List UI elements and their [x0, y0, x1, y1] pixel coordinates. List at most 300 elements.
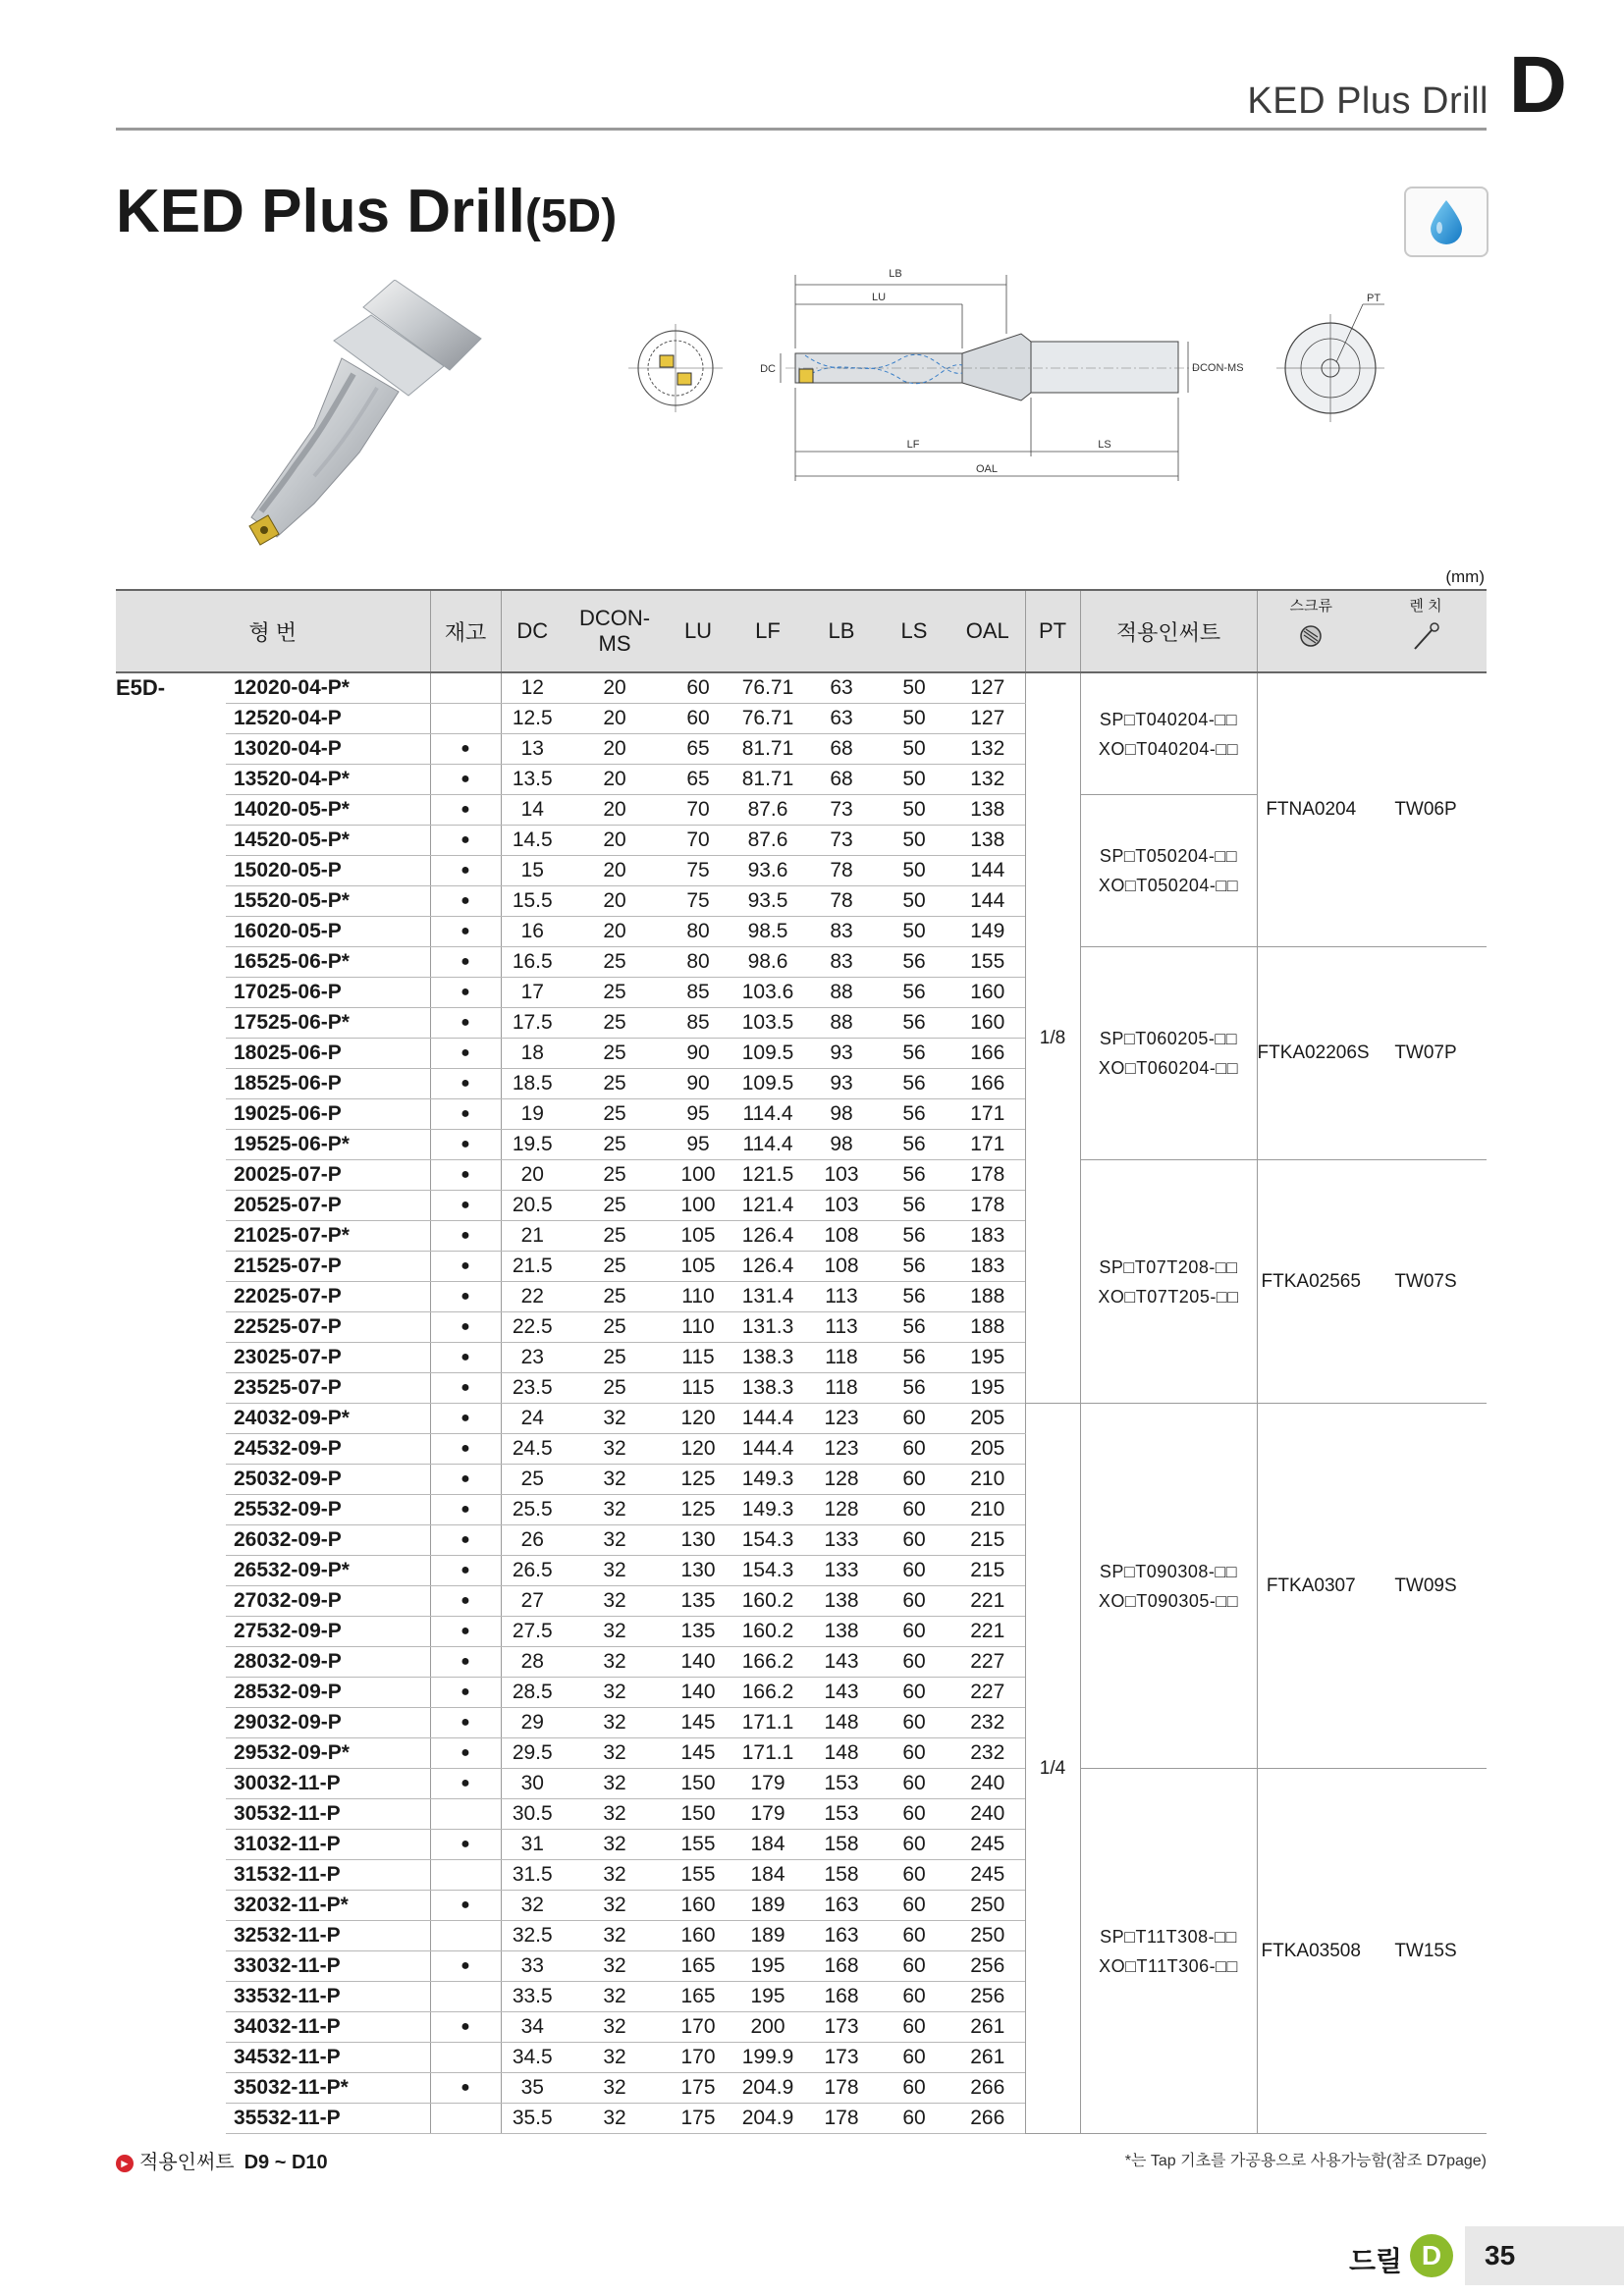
coolant-icon-box — [1404, 187, 1489, 257]
cell-oal: 266 — [950, 2073, 1025, 2104]
cell-lf: 189 — [731, 1921, 805, 1951]
cell-ls: 60 — [878, 2043, 950, 2073]
cell-dcon: 20 — [564, 856, 666, 886]
cell-lf: 121.4 — [731, 1191, 805, 1221]
model-code: 32532-11-P — [226, 1921, 430, 1951]
cell-lu: 150 — [666, 1799, 731, 1830]
cell-lf: 144.4 — [731, 1434, 805, 1465]
cell-lb: 168 — [805, 1951, 878, 1982]
cell-lb: 128 — [805, 1465, 878, 1495]
cell-lu: 70 — [666, 795, 731, 826]
cell-lb: 158 — [805, 1830, 878, 1860]
cell-oal: 132 — [950, 765, 1025, 795]
cell-lf: 171.1 — [731, 1708, 805, 1738]
cell-dcon: 25 — [564, 947, 666, 978]
cell-ls: 50 — [878, 826, 950, 856]
cell-lb: 73 — [805, 795, 878, 826]
cell-lf: 87.6 — [731, 795, 805, 826]
cell-lb: 163 — [805, 1891, 878, 1921]
model-code: 13020-04-P — [226, 734, 430, 765]
cell-lf: 114.4 — [731, 1130, 805, 1160]
cell-lb: 123 — [805, 1434, 878, 1465]
cell-lu: 65 — [666, 765, 731, 795]
cell-oal: 240 — [950, 1769, 1025, 1799]
model-code: 19525-06-P* — [226, 1130, 430, 1160]
cell-dcon: 32 — [564, 1982, 666, 2012]
insert-code: XO□T040204-□□ — [1098, 738, 1239, 759]
cell-lf: 184 — [731, 1860, 805, 1891]
cell-lu: 165 — [666, 1982, 731, 2012]
stock-indicator: ● — [430, 917, 501, 947]
cell-dc: 34.5 — [501, 2043, 564, 2073]
cell-ls: 50 — [878, 765, 950, 795]
cell-lb: 148 — [805, 1708, 878, 1738]
cell-oal: 144 — [950, 886, 1025, 917]
cell-lb: 138 — [805, 1586, 878, 1617]
stock-indicator: ● — [430, 826, 501, 856]
model-code: 22525-07-P — [226, 1312, 430, 1343]
cell-lf: 76.71 — [731, 672, 805, 704]
cell-lb: 123 — [805, 1404, 878, 1434]
cell-lb: 158 — [805, 1860, 878, 1891]
cell-dcon: 32 — [564, 1708, 666, 1738]
insert-cell — [1080, 1404, 1257, 1769]
cell-lf: 144.4 — [731, 1404, 805, 1434]
cell-dcon: 32 — [564, 1951, 666, 1982]
cell-ls: 56 — [878, 1191, 950, 1221]
cell-dc: 16 — [501, 917, 564, 947]
cell-dcon: 32 — [564, 1495, 666, 1525]
stock-indicator: ● — [430, 886, 501, 917]
unit-label: (mm) — [1445, 567, 1485, 586]
model-code: 27532-09-P — [226, 1617, 430, 1647]
cell-lu: 60 — [666, 704, 731, 734]
insert-code: SP□T050204-□□ — [1099, 846, 1238, 866]
cell-lu: 140 — [666, 1647, 731, 1678]
cell-lu: 90 — [666, 1069, 731, 1099]
cell-dc: 22.5 — [501, 1312, 564, 1343]
cell-ls: 60 — [878, 1982, 950, 2012]
cell-oal: 227 — [950, 1678, 1025, 1708]
cell-lb: 118 — [805, 1343, 878, 1373]
insert-cell — [1080, 1769, 1257, 2134]
cell-lf: 81.71 — [731, 734, 805, 765]
cell-lf: 103.6 — [731, 978, 805, 1008]
cell-lu: 85 — [666, 1008, 731, 1039]
wrench-code: TW07S — [1365, 1160, 1487, 1404]
cell-dc: 13.5 — [501, 765, 564, 795]
model-code: 31532-11-P — [226, 1860, 430, 1891]
cell-oal: 178 — [950, 1191, 1025, 1221]
model-code: 33032-11-P — [226, 1951, 430, 1982]
stock-indicator: ● — [430, 1738, 501, 1769]
cell-lf: 81.71 — [731, 765, 805, 795]
insert-ref-label: 적용인써트 — [139, 2152, 235, 2173]
cell-lu: 150 — [666, 1769, 731, 1799]
cell-dc: 32 — [501, 1891, 564, 1921]
cell-ls: 60 — [878, 1556, 950, 1586]
cell-oal: 166 — [950, 1069, 1025, 1099]
page-number-box — [1465, 2226, 1624, 2285]
cell-dcon: 32 — [564, 1891, 666, 1921]
cell-lu: 160 — [666, 1891, 731, 1921]
cell-dc: 17 — [501, 978, 564, 1008]
cell-dc: 16.5 — [501, 947, 564, 978]
model-code: 34532-11-P — [226, 2043, 430, 2073]
cell-lb: 128 — [805, 1495, 878, 1525]
insert-code: SP□T11T308-□□ — [1100, 1926, 1237, 1947]
cell-dc: 21 — [501, 1221, 564, 1252]
cell-lb: 83 — [805, 947, 878, 978]
stock-indicator: ● — [430, 1617, 501, 1647]
model-code: 33532-11-P — [226, 1982, 430, 2012]
cell-oal: 183 — [950, 1221, 1025, 1252]
cell-lb: 103 — [805, 1160, 878, 1191]
cell-oal: 221 — [950, 1586, 1025, 1617]
cell-lf: 179 — [731, 1769, 805, 1799]
cell-lu: 70 — [666, 826, 731, 856]
cell-dcon: 20 — [564, 734, 666, 765]
cell-dcon: 25 — [564, 1221, 666, 1252]
header-ls: LS — [878, 590, 950, 672]
stock-indicator: ● — [430, 1282, 501, 1312]
cell-lu: 130 — [666, 1556, 731, 1586]
cell-dc: 33.5 — [501, 1982, 564, 2012]
cell-lb: 73 — [805, 826, 878, 856]
stock-indicator — [430, 2043, 501, 2073]
cell-ls: 60 — [878, 1830, 950, 1860]
cell-oal: 261 — [950, 2012, 1025, 2043]
cell-lu: 65 — [666, 734, 731, 765]
model-code: 30032-11-P — [226, 1769, 430, 1799]
model-code: 16020-05-P — [226, 917, 430, 947]
table-row — [116, 947, 1487, 978]
cell-dc: 23 — [501, 1343, 564, 1373]
cell-lu: 105 — [666, 1221, 731, 1252]
cell-dcon: 20 — [564, 826, 666, 856]
drill-product-image — [167, 280, 501, 564]
cell-oal: 171 — [950, 1099, 1025, 1130]
cell-lu: 110 — [666, 1282, 731, 1312]
cell-ls: 60 — [878, 1799, 950, 1830]
cell-lu: 120 — [666, 1404, 731, 1434]
cell-ls: 60 — [878, 1738, 950, 1769]
stock-indicator: ● — [430, 856, 501, 886]
cell-dcon: 32 — [564, 1769, 666, 1799]
cell-lf: 200 — [731, 2012, 805, 2043]
cell-lu: 110 — [666, 1312, 731, 1343]
cell-lf: 204.9 — [731, 2104, 805, 2134]
cell-lf: 98.6 — [731, 947, 805, 978]
cell-lu: 175 — [666, 2104, 731, 2134]
cell-lu: 100 — [666, 1191, 731, 1221]
cell-oal: 205 — [950, 1434, 1025, 1465]
footer-section-letter: D — [1410, 2234, 1453, 2277]
cell-dcon: 20 — [564, 704, 666, 734]
cell-oal: 221 — [950, 1617, 1025, 1647]
cell-lu: 125 — [666, 1465, 731, 1495]
model-code: 21525-07-P — [226, 1252, 430, 1282]
stock-indicator: ● — [430, 1160, 501, 1191]
water-drop-icon — [1427, 198, 1466, 245]
spec-table — [116, 589, 1487, 2134]
cell-lb: 143 — [805, 1678, 878, 1708]
cell-oal: 205 — [950, 1404, 1025, 1434]
stock-indicator — [430, 1921, 501, 1951]
cell-lu: 90 — [666, 1039, 731, 1069]
cell-dc: 19 — [501, 1099, 564, 1130]
screw-code: FTKA03508 — [1257, 1769, 1365, 2134]
cell-lu: 95 — [666, 1130, 731, 1160]
cell-ls: 60 — [878, 1860, 950, 1891]
spec-table-body — [116, 672, 1487, 2134]
model-code: 35032-11-P* — [226, 2073, 430, 2104]
cell-ls: 60 — [878, 2073, 950, 2104]
cell-ls: 50 — [878, 856, 950, 886]
stock-indicator: ● — [430, 1708, 501, 1738]
cell-dc: 31.5 — [501, 1860, 564, 1891]
stock-indicator: ● — [430, 1039, 501, 1069]
cell-lb: 63 — [805, 672, 878, 704]
cell-dcon: 20 — [564, 765, 666, 795]
cell-ls: 60 — [878, 1586, 950, 1617]
cell-dcon: 20 — [564, 886, 666, 917]
model-code: 17025-06-P — [226, 978, 430, 1008]
stock-indicator: ● — [430, 1312, 501, 1343]
cell-lf: 114.4 — [731, 1099, 805, 1130]
cell-lf: 199.9 — [731, 2043, 805, 2073]
header-oal: OAL — [950, 590, 1025, 672]
cell-lu: 80 — [666, 947, 731, 978]
page-title-main: KED Plus Drill — [116, 178, 525, 245]
wrench-icon — [1411, 621, 1440, 651]
stock-indicator — [430, 1860, 501, 1891]
cell-lb: 113 — [805, 1312, 878, 1343]
cell-dcon: 25 — [564, 1252, 666, 1282]
cell-ls: 60 — [878, 1647, 950, 1678]
cell-ls: 56 — [878, 947, 950, 978]
cell-oal: 188 — [950, 1312, 1025, 1343]
cell-lu: 175 — [666, 2073, 731, 2104]
section-letter: D — [1508, 40, 1567, 130]
cell-lb: 143 — [805, 1647, 878, 1678]
cell-ls: 60 — [878, 1951, 950, 1982]
cell-lb: 108 — [805, 1252, 878, 1282]
cell-lf: 126.4 — [731, 1252, 805, 1282]
cell-dc: 18.5 — [501, 1069, 564, 1099]
cell-ls: 60 — [878, 1678, 950, 1708]
cell-ls: 56 — [878, 978, 950, 1008]
cell-lu: 105 — [666, 1252, 731, 1282]
cell-dcon: 32 — [564, 1556, 666, 1586]
cell-dc: 35 — [501, 2073, 564, 2104]
cell-ls: 50 — [878, 734, 950, 765]
cell-oal: 240 — [950, 1799, 1025, 1830]
tap-note: *는 Tap 기초를 가공용으로 사용가능함(참조 D7page) — [1124, 2153, 1487, 2169]
cell-lu: 125 — [666, 1495, 731, 1525]
cell-lb: 113 — [805, 1282, 878, 1312]
cell-oal: 178 — [950, 1160, 1025, 1191]
screw-code: FTKA0307 — [1257, 1404, 1365, 1769]
model-code: 25532-09-P — [226, 1495, 430, 1525]
cell-ls: 60 — [878, 1465, 950, 1495]
cell-dc: 20 — [501, 1160, 564, 1191]
cell-oal: 210 — [950, 1465, 1025, 1495]
screw-code: FTKA02565 — [1257, 1160, 1365, 1404]
cell-lf: 138.3 — [731, 1373, 805, 1404]
model-code: 27032-09-P — [226, 1586, 430, 1617]
model-code: 29032-09-P — [226, 1708, 430, 1738]
cell-lf: 87.6 — [731, 826, 805, 856]
cell-lf: 189 — [731, 1891, 805, 1921]
cell-ls: 60 — [878, 1404, 950, 1434]
dim-label-lf: LF — [906, 439, 920, 451]
cell-lf: 184 — [731, 1830, 805, 1860]
cell-lb: 108 — [805, 1221, 878, 1252]
cell-dcon: 32 — [564, 1647, 666, 1678]
cell-oal: 210 — [950, 1495, 1025, 1525]
insert-code: XO□T090305-□□ — [1098, 1590, 1239, 1611]
table-row — [116, 1769, 1487, 1799]
cell-dc: 29 — [501, 1708, 564, 1738]
stock-indicator: ● — [430, 795, 501, 826]
cell-dc: 15 — [501, 856, 564, 886]
stock-indicator: ● — [430, 1130, 501, 1160]
cell-dc: 12.5 — [501, 704, 564, 734]
side-view — [785, 334, 1198, 400]
stock-indicator: ● — [430, 978, 501, 1008]
cell-lb: 103 — [805, 1191, 878, 1221]
cell-lu: 95 — [666, 1099, 731, 1130]
cell-oal: 250 — [950, 1891, 1025, 1921]
header-dc: DC — [501, 590, 564, 672]
cell-dc: 21.5 — [501, 1252, 564, 1282]
stock-indicator: ● — [430, 1556, 501, 1586]
header-lf: LF — [731, 590, 805, 672]
cell-ls: 56 — [878, 1282, 950, 1312]
cell-lf: 138.3 — [731, 1343, 805, 1373]
cell-dcon: 32 — [564, 2012, 666, 2043]
cell-ls: 60 — [878, 1434, 950, 1465]
cell-oal: 160 — [950, 1008, 1025, 1039]
cell-lu: 115 — [666, 1373, 731, 1404]
model-code: 20025-07-P — [226, 1160, 430, 1191]
cell-dcon: 25 — [564, 1191, 666, 1221]
cell-dc: 14.5 — [501, 826, 564, 856]
cell-oal: 155 — [950, 947, 1025, 978]
header-insert: 적용인써트 — [1080, 590, 1257, 672]
cell-lb: 148 — [805, 1738, 878, 1769]
page-footer — [1349, 2226, 1624, 2285]
cell-ls: 60 — [878, 1769, 950, 1799]
cell-lf: 126.4 — [731, 1221, 805, 1252]
insert-code: XO□T07T205-□□ — [1098, 1286, 1239, 1307]
cell-lb: 63 — [805, 704, 878, 734]
cell-dcon: 25 — [564, 978, 666, 1008]
model-code: 14020-05-P* — [226, 795, 430, 826]
cell-lb: 78 — [805, 886, 878, 917]
stock-indicator: ● — [430, 1951, 501, 1982]
cell-dcon: 25 — [564, 1160, 666, 1191]
cell-lf: 103.5 — [731, 1008, 805, 1039]
cell-oal: 245 — [950, 1830, 1025, 1860]
stock-indicator: ● — [430, 1891, 501, 1921]
model-code: 21025-07-P* — [226, 1221, 430, 1252]
insert-code: SP□T07T208-□□ — [1099, 1256, 1238, 1277]
cell-lu: 155 — [666, 1830, 731, 1860]
cell-ls: 60 — [878, 1921, 950, 1951]
cell-dc: 26 — [501, 1525, 564, 1556]
cell-dcon: 32 — [564, 1678, 666, 1708]
page-title-suffix: (5D) — [524, 190, 618, 242]
wrench-code: TW06P — [1365, 672, 1487, 947]
model-prefix: E5D- — [116, 675, 166, 700]
cell-oal: 127 — [950, 704, 1025, 734]
cell-dc: 14 — [501, 795, 564, 826]
cell-dcon: 32 — [564, 1404, 666, 1434]
model-code: 24032-09-P* — [226, 1404, 430, 1434]
cell-lb: 88 — [805, 978, 878, 1008]
model-code: 20525-07-P — [226, 1191, 430, 1221]
stock-indicator: ● — [430, 1373, 501, 1404]
cell-ls: 60 — [878, 1891, 950, 1921]
model-code: 35532-11-P — [226, 2104, 430, 2134]
cell-lb: 68 — [805, 734, 878, 765]
cell-lu: 145 — [666, 1708, 731, 1738]
page-number: 35 — [1485, 2240, 1516, 2270]
cell-dcon: 32 — [564, 1434, 666, 1465]
cell-ls: 56 — [878, 1008, 950, 1039]
model-code: 17525-06-P* — [226, 1008, 430, 1039]
stock-indicator: ● — [430, 1678, 501, 1708]
dim-label-ls: LS — [1098, 439, 1111, 451]
pt-value: 1/4 — [1025, 1404, 1080, 2134]
cell-oal: 261 — [950, 2043, 1025, 2073]
cell-oal: 160 — [950, 978, 1025, 1008]
stock-indicator: ● — [430, 1069, 501, 1099]
cell-dc: 20.5 — [501, 1191, 564, 1221]
stock-indicator: ● — [430, 1221, 501, 1252]
cell-dcon: 32 — [564, 1860, 666, 1891]
cell-lu: 135 — [666, 1617, 731, 1647]
stock-indicator — [430, 2104, 501, 2134]
stock-indicator: ● — [430, 2073, 501, 2104]
insert-code: SP□T090308-□□ — [1099, 1561, 1238, 1581]
cell-oal: 256 — [950, 1951, 1025, 1982]
cell-lf: 171.1 — [731, 1738, 805, 1769]
cell-oal: 171 — [950, 1130, 1025, 1160]
cell-dc: 27.5 — [501, 1617, 564, 1647]
header-model: 형 번 — [116, 590, 430, 672]
stock-indicator — [430, 704, 501, 734]
cell-dcon: 32 — [564, 1830, 666, 1860]
header-wrench-label: 렌 치 — [1409, 598, 1442, 614]
insert-code: XO□T11T306-□□ — [1099, 1955, 1238, 1976]
cell-oal: 245 — [950, 1860, 1025, 1891]
model-code: 18525-06-P — [226, 1069, 430, 1099]
header-divider — [116, 128, 1487, 131]
cell-lu: 115 — [666, 1343, 731, 1373]
model-code: 23525-07-P — [226, 1373, 430, 1404]
page-title — [116, 177, 617, 246]
cell-lu: 145 — [666, 1738, 731, 1769]
dimension-drawing — [609, 255, 1394, 501]
cell-dcon: 25 — [564, 1099, 666, 1130]
cell-lf: 154.3 — [731, 1525, 805, 1556]
cell-lb: 168 — [805, 1982, 878, 2012]
dim-label-oal: OAL — [975, 463, 999, 475]
stock-indicator: ● — [430, 1769, 501, 1799]
